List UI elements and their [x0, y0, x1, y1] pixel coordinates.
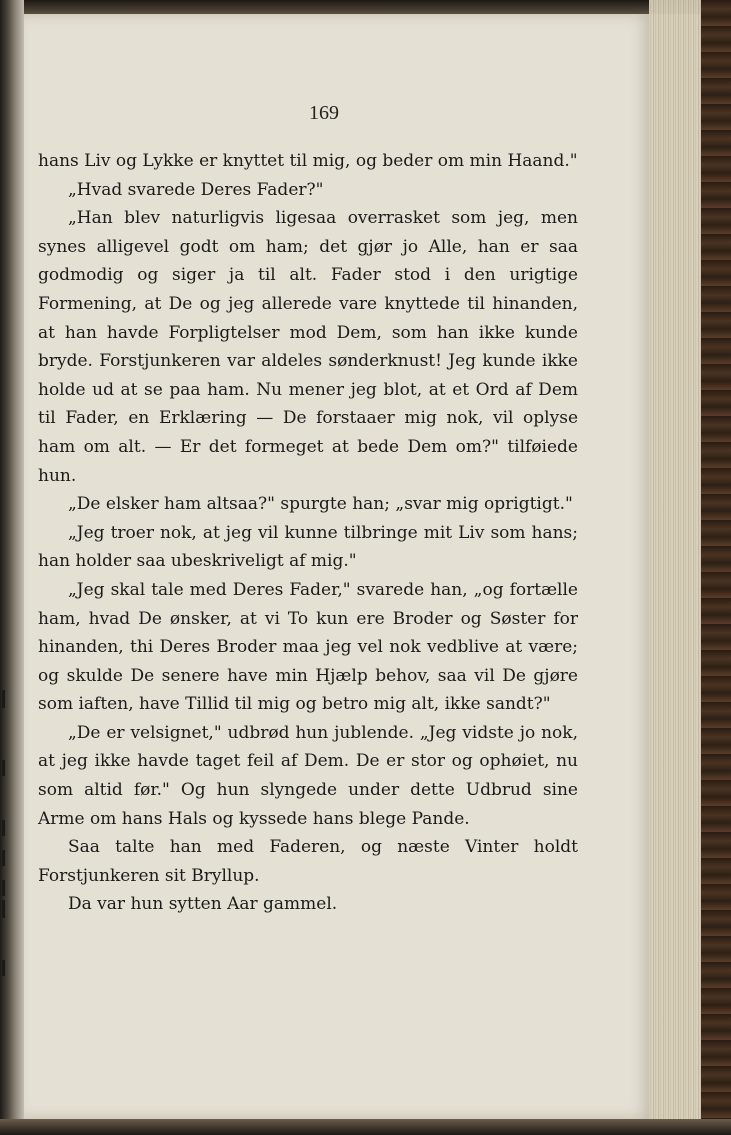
margin-tick — [2, 880, 5, 896]
margin-marks — [2, 0, 10, 1135]
margin-tick — [2, 960, 5, 976]
book-binding — [701, 0, 731, 1135]
book-page — [24, 14, 652, 1119]
page-body-text — [38, 147, 578, 919]
paragraph: „De elsker ham altsaa?" spurgte han; „svar mig oprigtigt." — [68, 494, 573, 515]
margin-tick — [2, 760, 5, 776]
paragraph: „Hvad svarede Deres Fader?" — [68, 179, 324, 200]
paragraph: „Jeg troer nok, at jeg vil kunne tilbringe mit Liv som hans; han holder saa ubeskriveligt af mig." — [38, 522, 578, 572]
paragraph: Saa talte han med Faderen, og næste Vinter holdt Forstjunkeren sit Bryllup. — [38, 837, 578, 886]
top-shadow — [0, 0, 731, 14]
margin-tick — [2, 690, 5, 708]
paragraph: hans Liv og Lykke er knyttet til mig, og beder om min Haand." — [38, 151, 578, 171]
bottom-shadow — [0, 1119, 731, 1135]
paragraph: „Jeg skal tale med Deres Fader," svarede han, „og fortælle ham, hvad De ønsker, at vi To kun ere Broder og Søster for hinanden, thi Deres Broder maa jeg vel nok vedblive at være; og skulde De senere have min Hjælp behov, saa vil De gjøre som iaften, have Tillid til mig og betro mig alt, ikke sandt?" — [38, 579, 578, 715]
paragraph: Da var hun sytten Aar gammel. — [68, 894, 338, 915]
paragraph: „Han blev naturligvis ligesaa overrasket som jeg, men synes alligevel godt om ham; det gjør jo Alle, han er saa godmodig og siger ja til alt. Fader stod i den urigtige Formening, at De og jeg allerede vare knyttede til hinanden, at han havde Forpligtelser mod Dem, som han ikke kunde bryde. Forstjunkeren var aldeles sønderknust! Jeg kunde ikke holde ud at se paa ham. Nu mener jeg blot, at et Ord af Dem til Fader, en Erklæring — De forstaaer mig nok, vil oplyse ham om alt. — Er det formeget at bede Dem om?" tilføiede hun. — [38, 208, 578, 486]
paragraph: „De er velsignet," udbrød hun jublende. „Jeg vidste jo nok, at jeg ikke havde taget feil af Dem. De er stor og ophøiet, nu som altid før." Og hun slyngede under dette Udbrud sine Arme om hans Hals og kyssede hans blege Pande. — [38, 722, 578, 829]
margin-tick — [2, 850, 5, 866]
page-number: 169 — [309, 102, 339, 124]
page-stack-edges — [649, 0, 701, 1135]
margin-tick — [2, 820, 5, 836]
margin-tick — [2, 900, 5, 918]
